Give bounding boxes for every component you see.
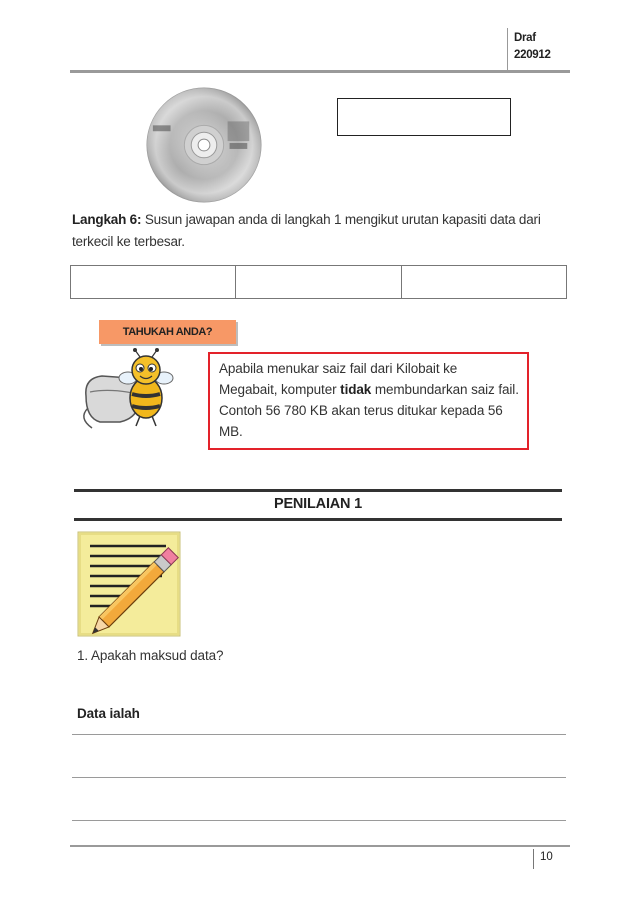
callout-text-end: membundarkan saiz fail. Contoh 56 780 KB akan terus ditukar kepada 56 MB. — [219, 382, 519, 439]
answer-cell-3[interactable] — [401, 266, 566, 299]
draft-label-line2: 220912 — [514, 49, 551, 61]
footer-rule — [70, 845, 570, 847]
notepad-pencil-icon — [76, 530, 182, 638]
question-1: 1. Apakah maksud data? — [77, 648, 224, 663]
callout-text-start: Apabila menukar saiz fail dari Kilobait ke Megabait, komputer — [219, 361, 458, 397]
tahukah-anda-badge: TAHUKAH ANDA? — [99, 320, 236, 344]
header-divider-vertical — [507, 28, 508, 72]
penilaian-rule-top — [74, 489, 562, 492]
penilaian-rule-bottom — [74, 518, 562, 521]
header-rule — [70, 70, 570, 73]
writing-line-3[interactable] — [72, 820, 566, 821]
draft-label-line1: Draf — [514, 32, 536, 44]
answer-label: Data ialah — [77, 706, 140, 721]
writing-line-1[interactable] — [72, 734, 566, 735]
penilaian-title: PENILAIAN 1 — [273, 496, 363, 512]
cd-disc-icon — [145, 86, 263, 204]
footer-divider-vertical — [533, 849, 534, 869]
bee-mouse-mascot-icon — [80, 348, 206, 432]
writing-line-2[interactable] — [72, 777, 566, 778]
step6-text: Susun jawapan anda di langkah 1 mengikut urutan kapasiti data dari terkecil ke terbesar. — [72, 212, 541, 249]
step6-label: Langkah 6: — [72, 212, 142, 227]
answer-table-row — [71, 266, 567, 299]
callout-text-bold: tidak — [340, 382, 372, 397]
draft-label — [514, 30, 551, 64]
answer-box[interactable] — [337, 98, 511, 136]
answer-table — [70, 265, 567, 299]
step6-paragraph — [72, 209, 562, 253]
page-number: 10 — [540, 851, 553, 863]
tahukah-callout — [208, 352, 529, 450]
answer-cell-2[interactable] — [236, 266, 401, 299]
answer-cell-1[interactable] — [71, 266, 236, 299]
